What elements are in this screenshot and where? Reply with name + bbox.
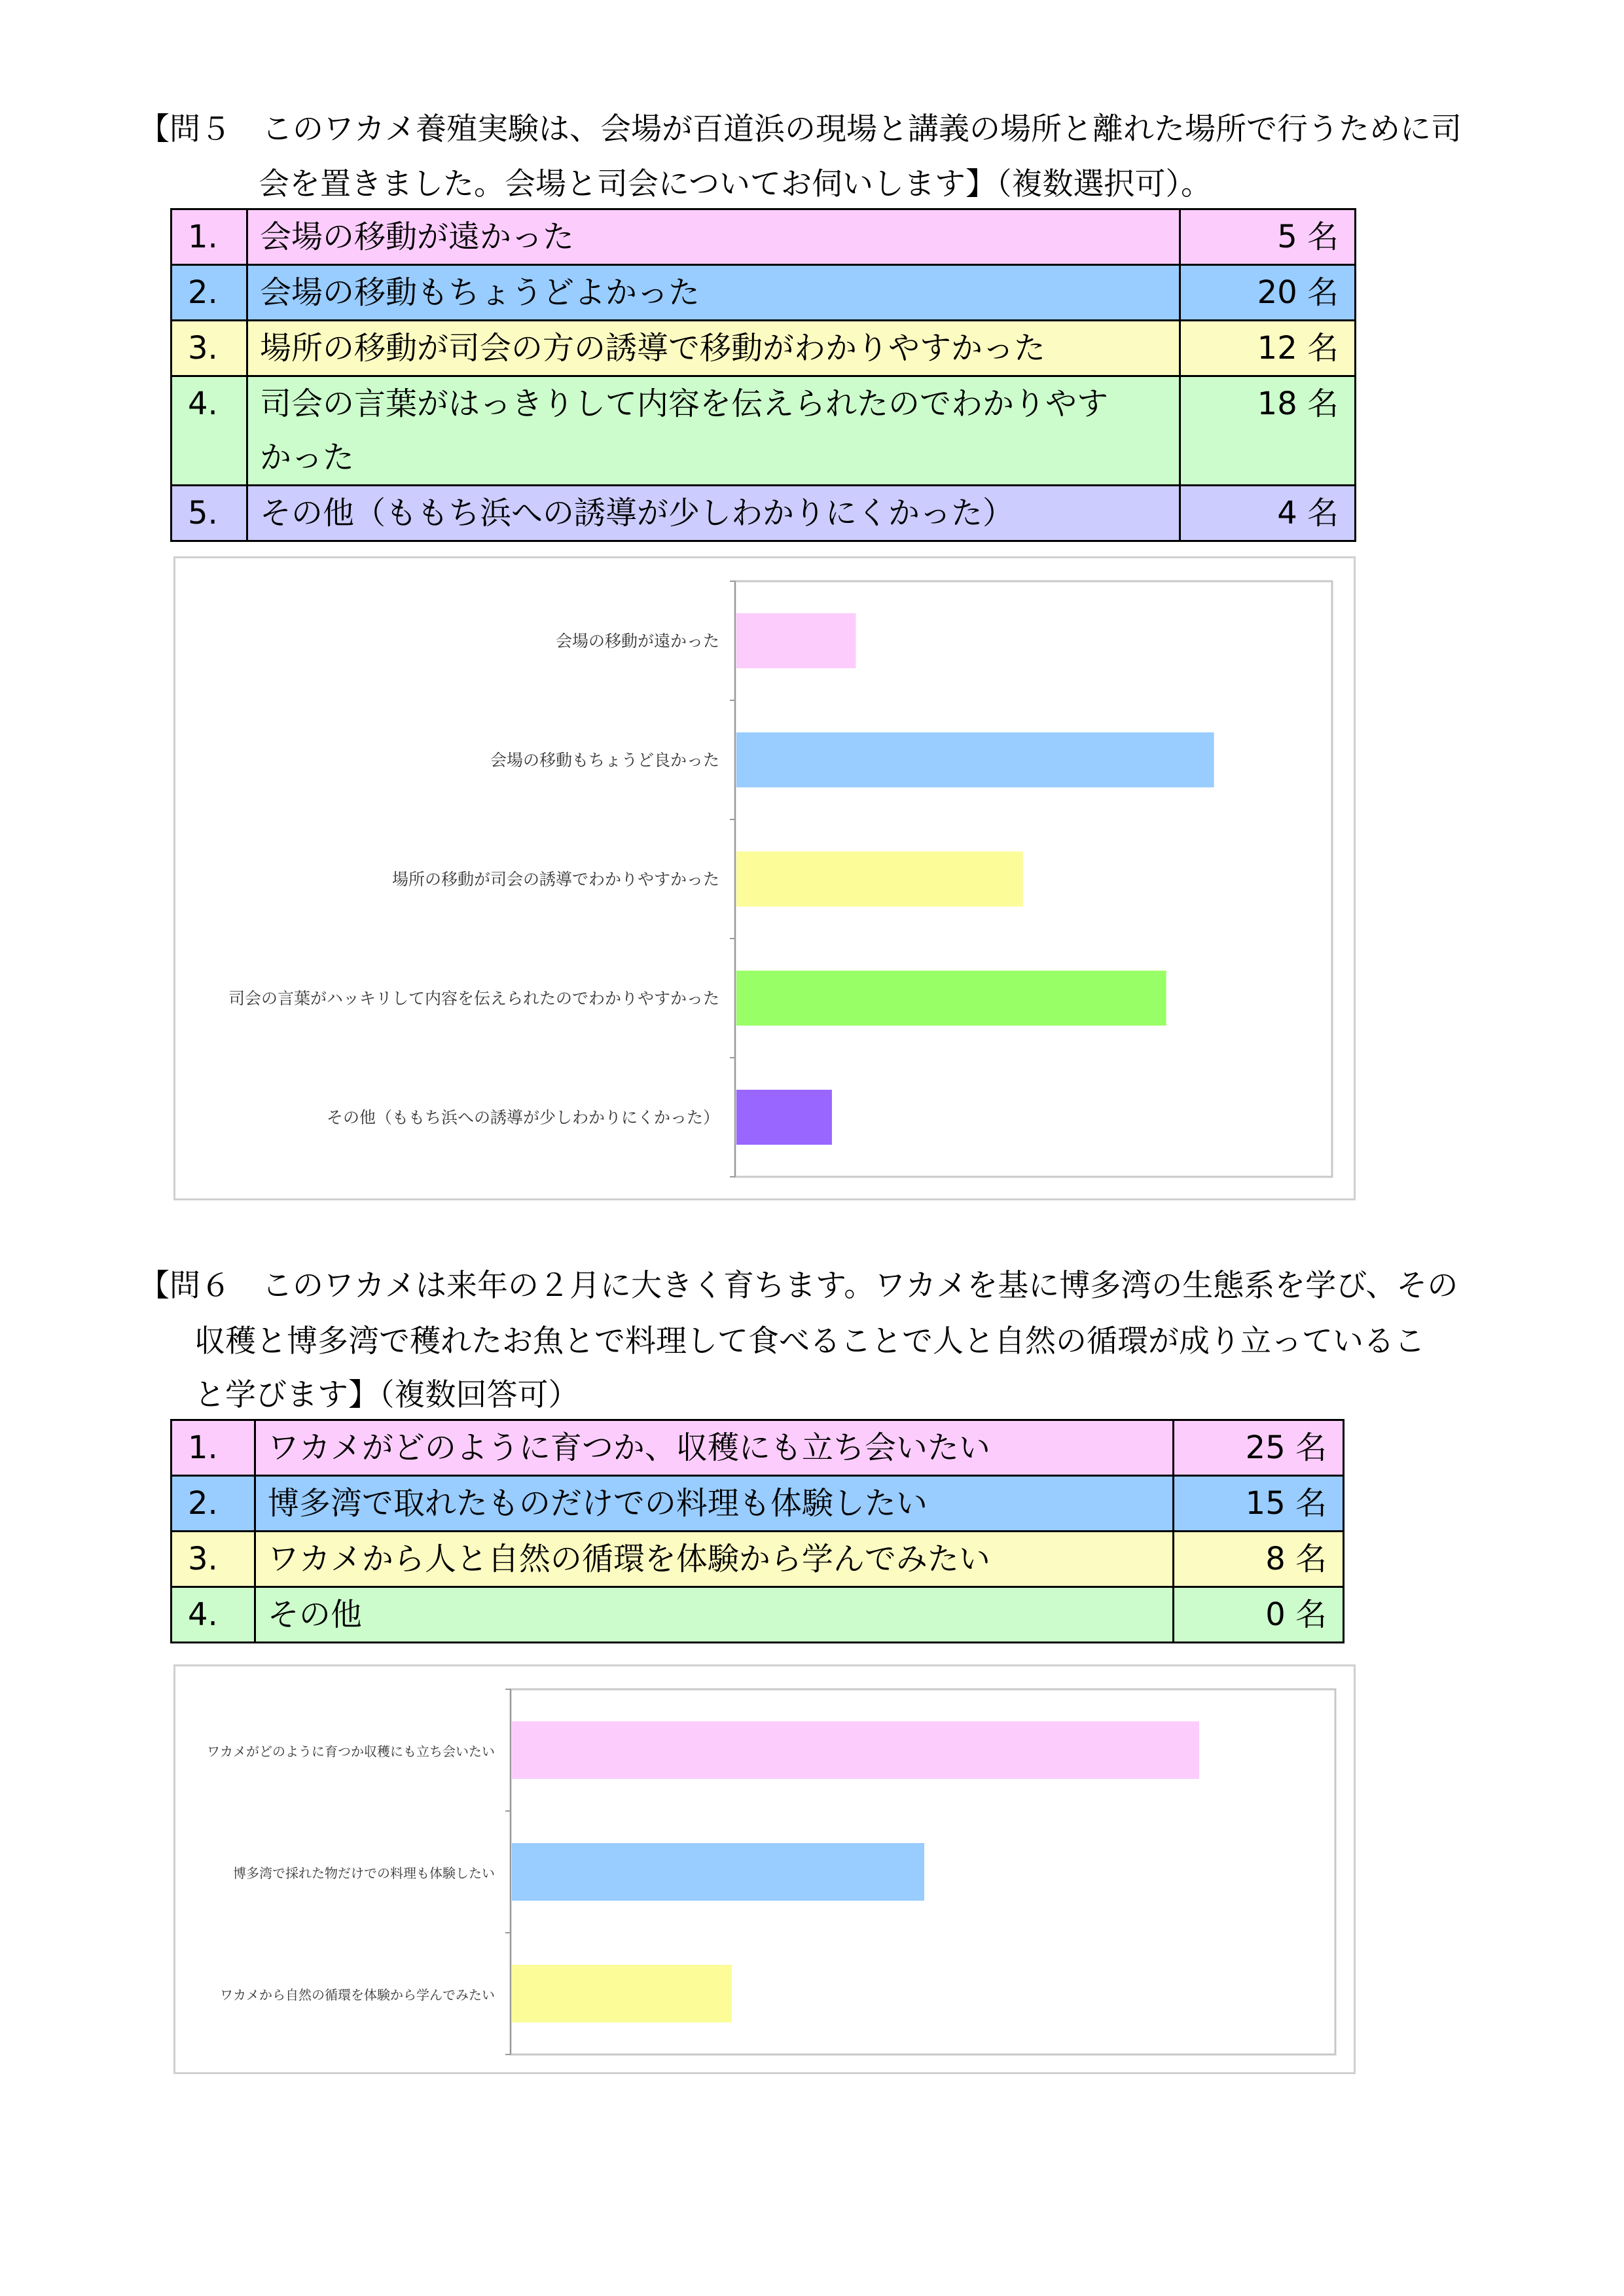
option-count: 20 名 xyxy=(1180,265,1356,321)
option-count: 4 名 xyxy=(1180,486,1356,541)
category-label: ワカメから自然の循環を体験から学んでみたい xyxy=(220,1987,495,2003)
option-text: ワカメから人と自然の循環を体験から学んでみたい xyxy=(255,1532,1173,1587)
category-label: ワカメがどのように育つか収穫にも立ち会いたい xyxy=(207,1744,495,1759)
q6-row xyxy=(171,1476,1344,1532)
q5-chart xyxy=(173,556,1356,1200)
category-label: 会場の移動もちょうど良かった xyxy=(490,751,719,770)
bar xyxy=(736,732,1214,787)
q5-row xyxy=(171,376,1356,486)
q5-heading-line1: 【問５ このワカメ養殖実験は、会場が百道浜の現場と講義の場所と離れた場所で行うために司 xyxy=(139,111,1462,147)
option-text: 博多湾で取れたものだけでの料理も体験したい xyxy=(255,1476,1173,1532)
bar xyxy=(736,971,1166,1026)
q5-row xyxy=(171,209,1356,265)
option-text: その他（ももち浜への誘導が少しわかりにくかった） xyxy=(247,486,1180,541)
bar xyxy=(736,613,856,668)
q6-row xyxy=(171,1532,1344,1587)
option-number: 3. xyxy=(171,321,247,376)
bar xyxy=(736,1090,832,1145)
option-number: 4. xyxy=(171,376,247,486)
q5-heading-line2: 会を置きました。会場と司会についてお伺いします】（複数選択可）。 xyxy=(259,166,1212,202)
q6-row xyxy=(171,1587,1344,1643)
category-label: その他（ももち浜への誘導が少しわかりにくかった） xyxy=(326,1108,719,1127)
q6-heading-line1: 【問６ このワカメは来年の２月に大きく育ちます。ワカメを基に博多湾の生態系を学び、その xyxy=(139,1268,1458,1304)
bar xyxy=(512,1965,732,2022)
option-number: 2. xyxy=(171,265,247,321)
q5-row xyxy=(171,486,1356,541)
option-text: 会場の移動もちょうどよかった xyxy=(247,265,1180,321)
option-count: 0 名 xyxy=(1174,1587,1344,1643)
bar xyxy=(512,1843,924,1901)
option-number: 5. xyxy=(171,486,247,541)
option-number: 3. xyxy=(171,1532,255,1587)
option-text: その他 xyxy=(255,1587,1173,1643)
option-count: 18 名 xyxy=(1180,376,1356,486)
q5-bar-chart xyxy=(175,558,1354,1198)
option-text: ワカメがどのように育つか、収穫にも立ち会いたい xyxy=(255,1420,1173,1476)
bar xyxy=(736,852,1023,906)
option-count: 25 名 xyxy=(1174,1420,1344,1476)
option-text: 司会の言葉がはっきりして内容を伝えられたのでわかりやす かった xyxy=(247,376,1180,486)
option-count: 8 名 xyxy=(1174,1532,1344,1587)
category-label: 会場の移動が遠かった xyxy=(555,632,719,651)
q6-answer-table xyxy=(170,1419,1344,1643)
q6-chart xyxy=(173,1664,1356,2074)
option-number: 1. xyxy=(171,1420,255,1476)
q6-bar-chart xyxy=(175,1666,1354,2072)
option-text: 会場の移動が遠かった xyxy=(247,209,1180,265)
bar xyxy=(512,1721,1199,1779)
category-label: 司会の言葉がハッキリして内容を伝えられたのでわかりやすかった xyxy=(228,989,719,1008)
option-count: 12 名 xyxy=(1180,321,1356,376)
option-text: 場所の移動が司会の方の誘導で移動がわかりやすかった xyxy=(247,321,1180,376)
q6-heading-line2: 収穫と博多湾で穫れたお魚とで料理して食べることで人と自然の循環が成り立っているこ xyxy=(194,1323,1425,1359)
option-count: 5 名 xyxy=(1180,209,1356,265)
category-label: 博多湾で採れた物だけでの料理も体験したい xyxy=(233,1865,495,1881)
category-label: 場所の移動が司会の誘導でわかりやすかった xyxy=(391,870,719,889)
option-count: 15 名 xyxy=(1174,1476,1344,1532)
option-number: 4. xyxy=(171,1587,255,1643)
q6-row xyxy=(171,1420,1344,1476)
q5-row xyxy=(171,265,1356,321)
q5-answer-table xyxy=(170,208,1356,542)
q5-row xyxy=(171,321,1356,376)
option-number: 1. xyxy=(171,209,247,265)
option-number: 2. xyxy=(171,1476,255,1532)
q6-heading-line3: と学びます】（複数回答可） xyxy=(194,1377,579,1413)
